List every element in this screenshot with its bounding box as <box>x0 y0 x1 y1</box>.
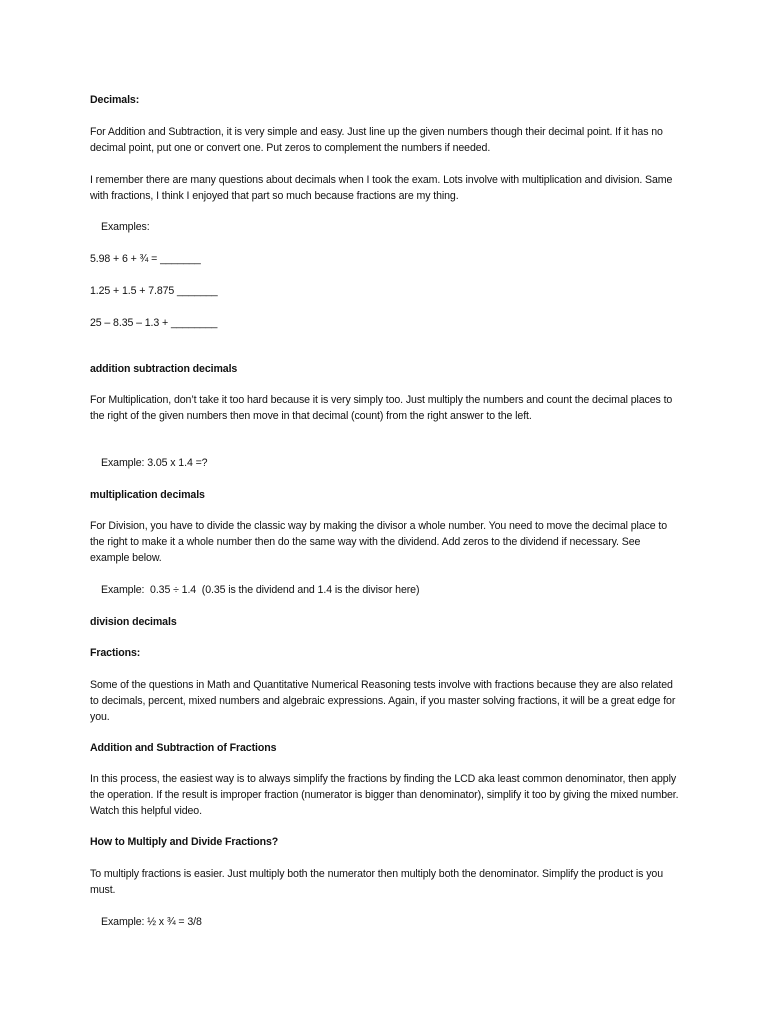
heading-addition-subtraction-fractions: Addition and Subtraction of Fractions <box>90 742 277 754</box>
heading-multiply-divide-fractions: How to Multiply and Divide Fractions? <box>90 836 279 848</box>
paragraph-lcd: In this process, the easiest way is to always simplify the fractions by finding the LCD aka least common denominator, then apply the operation. If the result is improper fraction (numerator is bigger than denominator), simplify it too by giving the mixed number. Watch this helpful video. <box>90 773 682 817</box>
example-division: Example: 0.35 ÷ 1.4 (0.35 is the dividend and 1.4 is the divisor here) <box>101 584 420 596</box>
heading-addition-subtraction-decimals: addition subtraction decimals <box>90 363 238 375</box>
heading-multiplication-decimals: multiplication decimals <box>90 489 205 501</box>
paragraph-fractions: Some of the questions in Math and Quantitative Numerical Reasoning tests involve with fractions because they are also related to decimals, percent, mixed numbers and algebraic expressions. Again, if you master solving fractions, it will be a great edge for you. <box>90 679 679 723</box>
heading-fractions: Fractions: <box>90 647 141 659</box>
paragraph-division: For Division, you have to divide the classic way by making the divisor a whole number. You need to move the decimal place to the right to make it a whole number then do the same way with the dividend. Add zeros to the dividend if necessary. See example below. <box>90 520 670 564</box>
example-3: 25 – 8.35 – 1.3 + ________ <box>90 317 218 329</box>
examples-label: Examples: <box>101 221 150 233</box>
paragraph-remember: I remember there are many questions about decimals when I took the exam. Lots involve with multiplication and division. Same with fractions, I think I enjoyed that part so much because fractions are my thing. <box>90 174 676 202</box>
heading-division-decimals: division decimals <box>90 616 177 628</box>
example-2: 1.25 + 1.5 + 7.875 _______ <box>90 285 218 297</box>
example-fractions: Example: ½ x ¾ = 3/8 <box>101 916 202 928</box>
heading-decimals: Decimals: <box>90 94 140 106</box>
paragraph-multiplication: For Multiplication, don’t take it too hard because it is very simply too. Just multiply the numbers and count the decimal places to the right of the given numbers then move in that decimal (count) from the right answer to the left. <box>90 394 676 422</box>
example-multiplication: Example: 3.05 x 1.4 =? <box>101 457 208 469</box>
example-1: 5.98 + 6 + ¾ = _______ <box>90 253 201 265</box>
paragraph-addition-subtraction: For Addition and Subtraction, it is very simple and easy. Just line up the given numbers though their decimal point. If it has no decimal point, put one or convert one. Put zeros to complement the numbers if needed. <box>90 126 666 154</box>
paragraph-multiply-fractions: To multiply fractions is easier. Just multiply both the numerator then multiply both the denominator. Simplify the product is you must. <box>90 868 666 896</box>
